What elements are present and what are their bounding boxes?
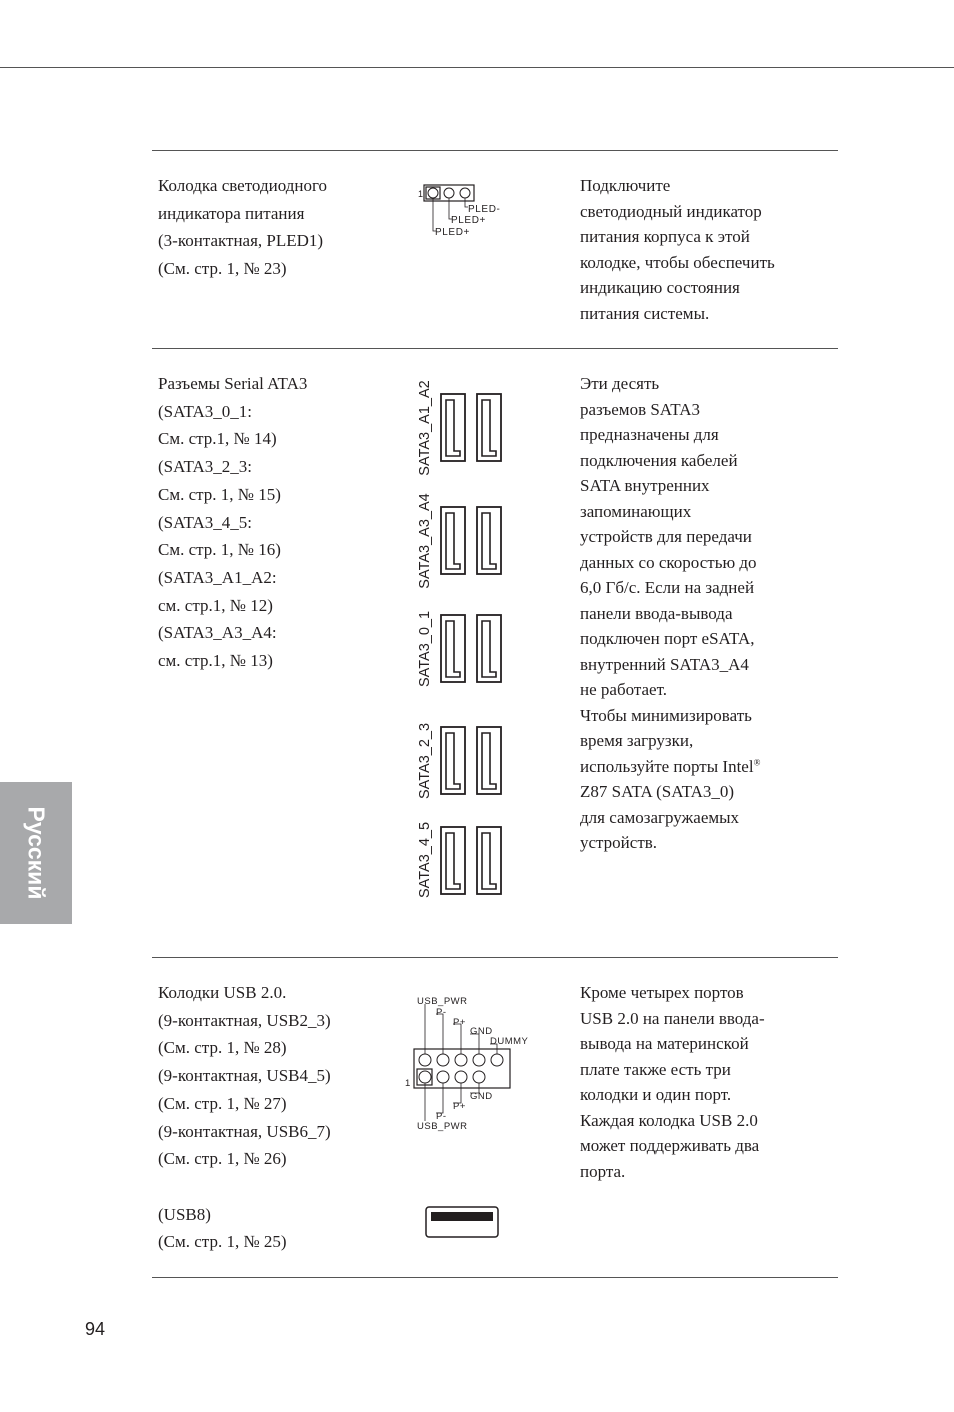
pin-label: USB_PWR [417,996,468,1007]
sata-port-outline [441,727,465,794]
sata-port-key [482,833,496,889]
text-line: (9-контактная, USB2_3) [158,1010,331,1030]
text-line: SATA внутренних [580,476,710,495]
text-line: внутренний SATA3_A4 [580,654,749,674]
sata-port-outline [441,394,465,461]
text-line: Подключите [580,176,671,195]
pin [444,188,454,198]
text-line: см. стр.1, № 12) [158,595,273,615]
lead [453,1083,461,1103]
text-line: USB 2.0 на панели ввода- [580,1008,765,1028]
text-line: питания корпуса к этой [580,227,750,246]
sata-port-outline [441,507,465,574]
page-number: 94 [85,1319,106,1339]
text-line: Эти десять [580,374,660,393]
text-line: (См. стр. 1, № 28) [158,1038,287,1058]
pin-label: GND [470,1026,493,1037]
pin-label: P+ [453,1017,466,1028]
sata-port-outline [441,827,465,894]
pin-label: P- [436,1007,447,1018]
text-line: индикацию состояния [580,278,740,297]
text-line: предназначены для [580,425,719,444]
pin-label: USB_PWR [417,1121,468,1132]
pin [419,1071,431,1083]
text-line: См. стр. 1, № 15) [158,484,281,504]
text-line: см. стр.1, № 13) [158,651,273,671]
text-line: может поддерживать два [580,1136,760,1155]
sata-port-key [446,733,460,789]
registered-mark: ® [753,756,761,767]
usb-description [158,979,388,1256]
text-line: (USB8) [158,1204,211,1224]
pin [460,188,470,198]
pin1-label: 1 [405,1078,411,1089]
pin [455,1054,467,1066]
text-line: подключен порт eSATA, [580,629,755,648]
sata-connector-label: SATA3_A1_A2 [417,380,433,476]
usb-header-diagram [400,990,540,1140]
usb-port-tongue [431,1212,493,1221]
usb-port-outline [426,1207,498,1237]
sata-connector-label: SATA3_0_1 [417,610,433,688]
pin-label: PLED+ [451,215,486,226]
language-tab-label: Русский [23,806,50,900]
pin [491,1054,503,1066]
text-line: светодиодный индикатор [580,201,762,221]
text-line: (См. стр. 1, № 27) [158,1093,287,1113]
text-line: Z87 SATA (SATA3_0) [580,782,735,801]
text-line: данных со скоростью до [580,552,757,572]
text-line: Разъемы Serial ATA3 [158,374,308,393]
language-tab [0,782,72,924]
text-line: (3-контактная, PLED1) [158,231,324,251]
text-line: (SATA3_2_3: [158,457,253,477]
section-divider [152,150,838,151]
text-line: устройств для передачи [580,527,752,546]
sata-port-outline [477,615,501,682]
sata-port-outline [477,827,501,894]
text-line: (SATA3_0_1: [158,401,253,421]
pin1-label: 1 [418,189,424,199]
pled-header-diagram [410,180,520,250]
text-line: (См. стр. 1, № 26) [158,1149,287,1169]
pled-description [158,172,388,283]
pin [437,1071,449,1083]
sata-connectors-diagram [440,380,520,910]
text-line: для самозагружаемых [580,807,740,827]
pin-label: P- [436,1111,447,1122]
pin [419,1054,431,1066]
text-line: (См. стр. 1, № 23) [158,259,287,279]
text-line: колодки и один порт. [580,1085,732,1104]
usb-explanation [580,980,812,1184]
sata-port-key [482,400,496,456]
sata-port-outline [477,394,501,461]
text-line: колодке, чтобы обеспечить [580,252,775,272]
text-line: индикатора питания [158,203,305,223]
text-line: Кроме четырех портов [580,983,744,1002]
section-divider [152,348,838,349]
pin-label: PLED+ [435,227,470,238]
pin [455,1071,467,1083]
text-line: Каждая колодка USB 2.0 [580,1110,758,1130]
text-line: (SATA3_A1_A2: [158,567,277,587]
sata-port-key [446,513,460,569]
pin-label: DUMMY [490,1036,529,1047]
sata-connector-label: SATA3_4_5 [417,821,433,899]
sata-port-key [482,733,496,789]
text-line: (SATA3_A3_A4: [158,623,277,643]
text-line: питания системы. [580,303,710,323]
sata-port-outline [477,727,501,794]
section-divider [152,1277,838,1278]
sata-port-key [482,621,496,677]
sata-explanation [580,371,812,856]
text-line: (9-контактная, USB4_5) [158,1066,331,1086]
text-line: время загрузки, [580,731,694,750]
text-line: 6,0 Гб/с. Если на задней [580,578,755,597]
pin [428,188,438,198]
text-line-intel [580,754,812,780]
spacer [158,1173,388,1201]
text-line: См. стр.1, № 14) [158,429,277,449]
usb-port-diagram [425,1206,499,1238]
pin-label: GND [470,1091,493,1102]
text-line: не работает. [580,680,667,699]
text-line: (См. стр. 1, № 25) [158,1232,287,1252]
pin-label: PLED- [468,204,501,215]
sata-port-outline [477,507,501,574]
text-line: См. стр. 1, № 16) [158,540,281,560]
text-line: плате также есть три [580,1059,731,1079]
text-line: (SATA3_4_5: [158,512,253,532]
sata-port-key [446,400,460,456]
sata-port-key [482,513,496,569]
sata-port-outline [441,615,465,682]
text-line: подключения кабелей [580,450,738,470]
text-line: Колодки USB 2.0. [158,983,287,1002]
pled-explanation [580,173,812,326]
lead [436,1014,443,1054]
text-fragment: используйте порты Intel [580,756,754,776]
top-rule [0,67,954,68]
text-line: вывода на материнской [580,1034,749,1053]
text-line: запоминающих [580,501,692,521]
sata-connector-label: SATA3_2_3 [417,722,433,800]
sata-port-key [446,621,460,677]
text-line: устройств. [580,833,658,852]
sata-connector-label: SATA3_A3_A4 [417,493,433,589]
pin [437,1054,449,1066]
text-line: панели ввода-вывода [580,603,733,623]
section-divider [152,957,838,958]
lead [470,1034,479,1054]
sata-description [158,370,388,675]
text-line: Колодка светодиодного [158,176,327,195]
pin [473,1071,485,1083]
text-line: (9-контактная, USB6_7) [158,1121,331,1141]
text-line: порта. [580,1161,626,1181]
pin-label: P+ [453,1101,466,1112]
text-line: Чтобы минимизировать [580,705,752,725]
text-line: разъемов SATA3 [580,399,700,419]
sata-port-key [446,833,460,889]
pin [473,1054,485,1066]
